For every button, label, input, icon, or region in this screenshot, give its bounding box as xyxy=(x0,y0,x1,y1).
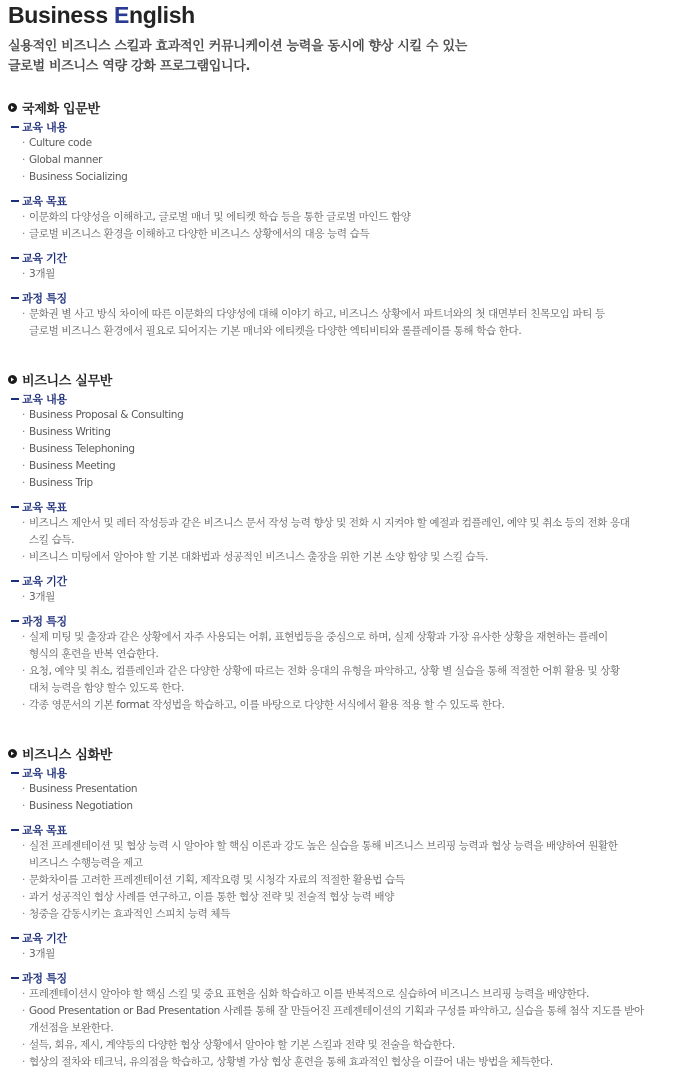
list-item-line: · 프레젠테이션시 알아야 할 핵심 스킬 및 중요 표현을 심화 학습하고 이를 반복적으로 실습하여 비즈니스 브리핑 능력을 배양한다. xyxy=(29,988,590,1000)
subheading-label: 교육 목표 xyxy=(22,823,67,837)
list-goal xyxy=(8,838,672,923)
intro-text xyxy=(8,37,672,77)
subheading-label: 교육 목표 xyxy=(22,500,67,514)
dash-icon xyxy=(11,506,19,508)
list-item-line: 대처 능력을 함양 할수 있도록 한다. xyxy=(29,682,185,694)
course-heading xyxy=(8,743,672,763)
list-feature xyxy=(8,306,672,340)
dash-icon xyxy=(11,200,19,202)
subheading-period xyxy=(8,249,672,266)
subheading-label: 교육 기간 xyxy=(22,931,67,945)
list-item xyxy=(8,838,672,872)
subheading-goal xyxy=(8,192,672,209)
list-item-line: · 실전 프레젠테이션 및 협상 능력 시 알아야 할 핵심 이론과 강도 높은 실습을 통해 비즈니스 브리핑 능력과 협상 능력을 배양하여 원활한 xyxy=(29,840,618,852)
list-item-line: · 과거 성공적인 협상 사례를 연구하고, 이를 통한 협상 전략 및 전술적 협상 능력 배양 xyxy=(29,891,394,903)
list-item: · Business Negotiation xyxy=(8,798,672,815)
list-period xyxy=(8,946,672,963)
list-item-line: · 각종 영문서의 기본 format 작성법을 학습하고, 이를 바탕으로 다양한 서식에서 활용 적용 할 수 있도록 한다. xyxy=(29,699,505,711)
dash-icon xyxy=(11,580,19,582)
list-content xyxy=(8,781,672,815)
course-heading xyxy=(8,97,672,117)
list-item: · Business Presentation xyxy=(8,781,672,798)
subheading-period xyxy=(8,572,672,589)
circle-arrow-right-icon xyxy=(8,103,17,112)
list-item-line: 비즈니스 수행능력을 제고 xyxy=(29,857,143,869)
dash-icon xyxy=(11,398,19,400)
course-section-advanced xyxy=(8,743,672,1071)
list-item-line: · 협상의 절차와 테크닉, 유의점을 학습하고, 상황별 가상 협상 훈련을 통해 효과적인 협상을 이끌어 내는 방법을 체득한다. xyxy=(29,1056,553,1068)
list-content xyxy=(8,135,672,186)
dash-icon xyxy=(11,937,19,939)
course-section-practical xyxy=(8,369,672,714)
list-item: · Business Trip xyxy=(8,475,672,492)
list-item-line: 글로벌 비즈니스 환경에서 필요로 되어지는 기본 매너와 에티켓을 다양한 엑티비티와 롤플레이를 통해 학습 한다. xyxy=(29,325,522,337)
list-item-line: · Good Presentation or Bad Presentation 사례를 통해 잘 만들어진 프레젠테이션의 기획과 구성를 파악하고, 실습을 통해 첨삭 지도를 받아 xyxy=(29,1005,644,1017)
subheading-content xyxy=(8,118,672,135)
subheading-label: 과정 특징 xyxy=(22,971,67,985)
course-title: 비즈니스 실무반 xyxy=(22,373,113,389)
subheading-label: 교육 기간 xyxy=(22,251,67,265)
list-item: · Business Proposal & Consulting xyxy=(8,407,672,424)
subheading-feature xyxy=(8,612,672,629)
title-prefix: Business xyxy=(8,2,114,28)
list-period xyxy=(8,266,672,283)
list-item-line: 스킬 습득. xyxy=(29,534,75,546)
list-period xyxy=(8,589,672,606)
intro-line-1: 실용적인 비즈니스 스킬과 효과적인 커뮤니케이션 능력을 동시에 향상 시킬 수 있는 xyxy=(8,39,468,54)
list-item xyxy=(8,906,672,923)
list-item-line: · 요청, 예약 및 취소, 컴플레인과 같은 다양한 상황에 따르는 전화 응대의 유형을 파악하고, 상황 별 실습을 통해 적절한 어휘 활용 및 상황 xyxy=(29,665,620,677)
course-title: 비즈니스 심화반 xyxy=(22,747,113,763)
list-item xyxy=(8,515,672,549)
list-item xyxy=(8,306,672,340)
list-item-line: · 문화차이를 고려한 프레젠테이션 기획, 제작요령 및 시청각 자료의 적절한 활용법 습득 xyxy=(29,874,405,886)
title-rest: nglish xyxy=(129,2,195,28)
list-item xyxy=(8,209,672,226)
title-accent: E xyxy=(113,2,130,28)
list-item-line: · 문화권 별 사고 방식 차이에 따른 이문화의 다양성에 대해 이야기 하고, 비즈니스 상황에서 파트너와의 첫 대면부터 친목모임 파티 등 xyxy=(29,308,605,320)
list-item: · Business Meeting xyxy=(8,458,672,475)
page-title xyxy=(8,1,672,29)
page-header xyxy=(8,0,672,31)
list-item: · 3개월 xyxy=(8,266,672,283)
list-item: · Business Socializing xyxy=(8,169,672,186)
list-item-line: 개선점을 보완한다. xyxy=(29,1022,114,1034)
dash-icon xyxy=(11,772,19,774)
list-item-line: · 설득, 회유, 제시, 계약등의 다양한 협상 상황에서 알아야 할 기본 스킬과 전략 및 전술을 학습한다. xyxy=(29,1039,455,1051)
course-title: 국제화 입문반 xyxy=(22,101,100,117)
list-item: · Business Telephoning xyxy=(8,441,672,458)
dash-icon xyxy=(11,297,19,299)
list-item xyxy=(8,1037,672,1054)
subheading-label: 과정 특징 xyxy=(22,614,67,628)
subheading-feature xyxy=(8,289,672,306)
dash-icon xyxy=(11,126,19,128)
list-goal xyxy=(8,209,672,243)
list-item-line: · 실제 미팅 및 출장과 같은 상황에서 자주 사용되는 어휘, 표현법등을 중심으로 하며, 실제 상황과 가장 유사한 상황을 재현하는 플레이 xyxy=(29,631,608,643)
list-item-line: · 글로벌 비즈니스 환경을 이해하고 다양한 비즈니스 상황에서의 대응 능력 습득 xyxy=(29,228,370,240)
subheading-label: 과정 특징 xyxy=(22,291,67,305)
list-item xyxy=(8,629,672,663)
list-item xyxy=(8,872,672,889)
course-heading xyxy=(8,369,672,389)
subheading-goal xyxy=(8,821,672,838)
list-item xyxy=(8,549,672,566)
list-goal xyxy=(8,515,672,566)
list-item xyxy=(8,889,672,906)
subheading-feature xyxy=(8,969,672,986)
circle-arrow-right-icon xyxy=(8,749,17,758)
list-item: · 3개월 xyxy=(8,589,672,606)
list-content xyxy=(8,407,672,492)
list-item: · Global manner xyxy=(8,152,672,169)
list-item xyxy=(8,226,672,243)
subheading-label: 교육 내용 xyxy=(22,392,67,406)
dash-icon xyxy=(11,829,19,831)
list-item xyxy=(8,1003,672,1037)
circle-arrow-right-icon xyxy=(8,375,17,384)
list-item xyxy=(8,1054,672,1071)
list-item-line: · 이문화의 다양성을 이해하고, 글로벌 매너 및 에티켓 학습 등을 통한 글로벌 마인드 함양 xyxy=(29,211,411,223)
dash-icon xyxy=(11,977,19,979)
list-feature xyxy=(8,629,672,714)
list-item xyxy=(8,986,672,1003)
course-section-intro xyxy=(8,97,672,340)
list-item: · 3개월 xyxy=(8,946,672,963)
dash-icon xyxy=(11,620,19,622)
dash-icon xyxy=(11,257,19,259)
subheading-label: 교육 목표 xyxy=(22,194,67,208)
list-item-line: · 비즈니스 미팅에서 알아야 할 기본 대화법과 성공적인 비즈니스 출장을 위한 기본 소양 함양 및 스킬 습득. xyxy=(29,551,489,563)
subheading-label: 교육 내용 xyxy=(22,766,67,780)
subheading-label: 교육 내용 xyxy=(22,120,67,134)
subheading-period xyxy=(8,929,672,946)
intro-line-2: 글로벌 비즈니스 역량 강화 프로그램입니다. xyxy=(8,59,251,74)
list-feature xyxy=(8,986,672,1071)
subheading-label: 교육 기간 xyxy=(22,574,67,588)
list-item: · Culture code xyxy=(8,135,672,152)
list-item xyxy=(8,663,672,697)
list-item-line: 형식의 훈련을 반복 연습한다. xyxy=(29,648,159,660)
list-item-line: · 청중을 감동시키는 효과적인 스피치 능력 체득 xyxy=(29,908,231,920)
subheading-content xyxy=(8,390,672,407)
subheading-content xyxy=(8,764,672,781)
list-item: · Business Writing xyxy=(8,424,672,441)
list-item-line: · 비즈니스 제안서 및 레터 작성등과 같은 비즈니스 문서 작성 능력 향상 및 전화 시 지켜야 할 예절과 컴플레인, 예약 및 취소 등의 전화 응대 xyxy=(29,517,630,529)
subheading-goal xyxy=(8,498,672,515)
list-item xyxy=(8,697,672,714)
